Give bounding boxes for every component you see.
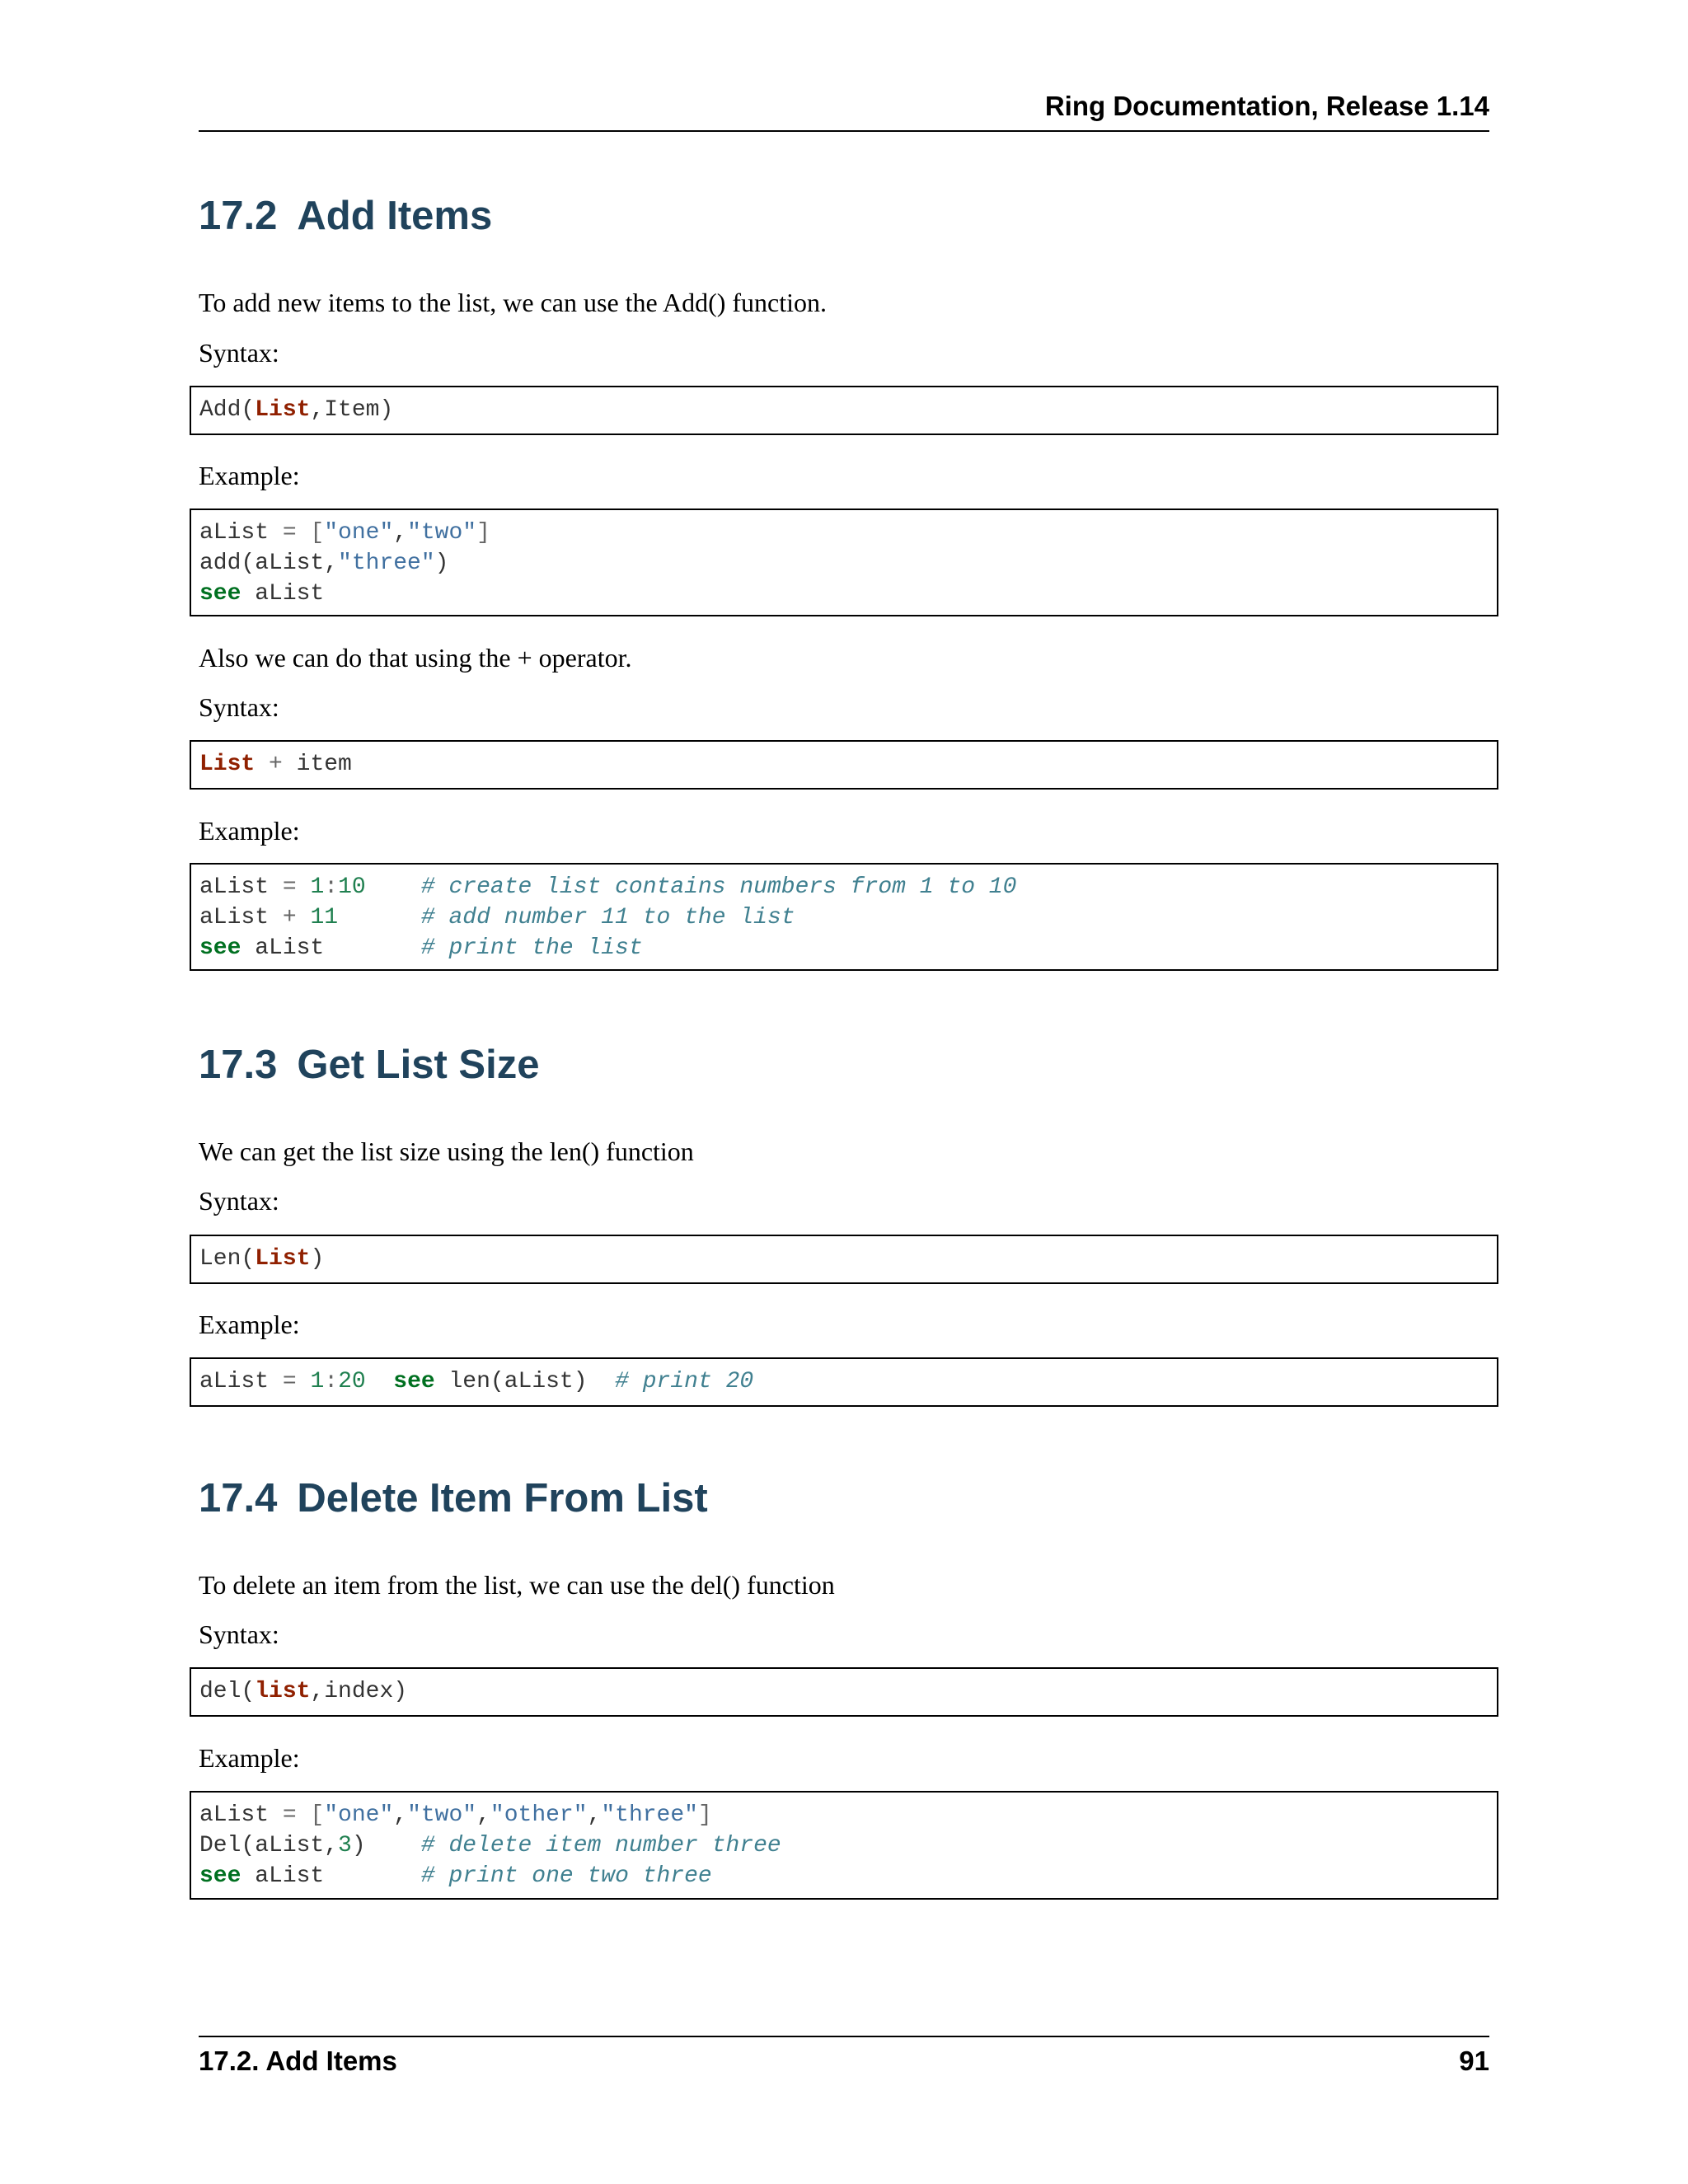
operator-token: ]	[476, 520, 490, 546]
code-line	[199, 1676, 1497, 1707]
comment-token: # create list contains numbers from 1 to 10	[420, 874, 1017, 900]
code-line	[199, 1244, 1497, 1274]
code-line	[199, 548, 1497, 579]
footer-section-label: 17.2. Add Items	[199, 2046, 397, 2076]
document-title: Ring Documentation, Release 1.14	[1044, 91, 1489, 121]
name-token: len(aList)	[434, 1369, 616, 1394]
code-line	[199, 1830, 1497, 1861]
string-token: "three"	[601, 1802, 698, 1828]
operator-token: = [	[282, 520, 325, 546]
name-token	[366, 1369, 394, 1394]
name-token: aList	[199, 874, 283, 900]
intro-paragraph: To delete an item from the list, we can use the del() function	[199, 1570, 835, 1600]
string-token: "three"	[338, 551, 435, 576]
name-token: aList	[199, 905, 283, 930]
builtin-token: List	[199, 752, 256, 777]
number-token: 10	[338, 874, 366, 900]
string-token: "two"	[407, 520, 477, 546]
name-token: )	[310, 1246, 325, 1272]
syntax-code-block	[190, 386, 1498, 435]
example-code-block	[190, 509, 1498, 616]
name-token: ,index)	[310, 1679, 408, 1704]
number-token: 1	[310, 1369, 325, 1394]
comment-token: # print 20	[615, 1369, 754, 1394]
example-code-block	[190, 1791, 1498, 1900]
section-number: 17.3	[199, 1043, 278, 1087]
example-label: Example:	[199, 1743, 300, 1773]
code-line	[199, 902, 1497, 933]
section-heading-add-items	[199, 191, 492, 241]
name-token: item	[296, 752, 352, 777]
name-token: aList	[199, 1802, 283, 1828]
operator-token: =	[282, 1369, 311, 1394]
name-token: ,Item)	[310, 397, 394, 423]
name-token: ,	[393, 520, 408, 546]
example-code-block	[190, 1357, 1498, 1407]
name-token: ,	[587, 1802, 602, 1828]
name-token	[366, 874, 421, 900]
operator-token: +	[255, 752, 297, 777]
code-line	[199, 518, 1497, 548]
operator-token: ]	[697, 1802, 712, 1828]
comment-token: # add number 11 to the list	[420, 905, 795, 930]
intro-paragraph: To add new items to the list, we can use the Add() function.	[199, 288, 828, 317]
page-footer	[199, 2036, 1489, 2080]
section-title-text: Get List Size	[297, 1043, 540, 1087]
name-token: ,	[393, 1802, 408, 1828]
number-token: 11	[310, 905, 339, 930]
syntax-code-block	[190, 1667, 1498, 1717]
section-heading-get-list-size	[199, 1040, 539, 1090]
comment-token: # print the list	[420, 935, 643, 961]
operator-paragraph: Also we can do that using the + operator.	[199, 643, 632, 673]
code-line	[199, 1366, 1497, 1397]
string-token: "other"	[490, 1802, 588, 1828]
comment-token: # delete item number three	[420, 1833, 781, 1858]
name-token: )	[434, 551, 449, 576]
code-line	[199, 1800, 1497, 1830]
syntax-code-block	[190, 1235, 1498, 1284]
name-token: aList	[241, 581, 325, 607]
code-line	[199, 872, 1497, 902]
builtin-token: List	[255, 1246, 311, 1272]
comment-token: # print one two three	[420, 1863, 712, 1889]
example-label: Example:	[199, 461, 300, 490]
operator-token: +	[282, 905, 311, 930]
example-label: Example:	[199, 816, 300, 846]
name-token: ,	[476, 1802, 490, 1828]
name-token: Len(	[199, 1246, 256, 1272]
name-token: aList	[199, 1369, 283, 1394]
syntax-label: Syntax:	[199, 1619, 279, 1649]
section-title-text: Add Items	[297, 194, 493, 238]
syntax-label: Syntax:	[199, 1186, 279, 1216]
section-number: 17.4	[199, 1476, 278, 1521]
name-token: aList	[199, 520, 283, 546]
page-header	[199, 92, 1489, 132]
keyword-token: see	[393, 1369, 435, 1394]
code-line	[199, 579, 1497, 609]
section-title-text: Delete Item From List	[297, 1476, 708, 1521]
syntax-label: Syntax:	[199, 692, 279, 722]
operator-token: = [	[282, 1802, 325, 1828]
builtin-token: list	[255, 1679, 311, 1704]
keyword-token: see	[199, 935, 241, 961]
code-line	[199, 933, 1497, 963]
page-number: 91	[1459, 2046, 1489, 2076]
string-token: "two"	[407, 1802, 477, 1828]
keyword-token: see	[199, 581, 241, 607]
section-number: 17.2	[199, 194, 278, 238]
builtin-token: List	[255, 397, 311, 423]
code-line	[199, 395, 1497, 425]
name-token: )	[351, 1833, 421, 1858]
intro-paragraph: We can get the list size using the len() function	[199, 1137, 694, 1166]
operator-token: :	[324, 1369, 339, 1394]
keyword-token: see	[199, 1863, 241, 1889]
name-token: Del(aList,	[199, 1833, 339, 1858]
code-line	[199, 1861, 1497, 1891]
name-token: aList	[241, 935, 421, 961]
name-token: del(	[199, 1679, 256, 1704]
operator-token: :	[324, 874, 339, 900]
name-token: Add(	[199, 397, 256, 423]
syntax-code-block	[190, 740, 1498, 790]
string-token: "one"	[324, 520, 394, 546]
operator-token: =	[282, 874, 311, 900]
name-token: add(aList,	[199, 551, 339, 576]
number-token: 3	[338, 1833, 352, 1858]
name-token: aList	[241, 1863, 421, 1889]
name-token	[338, 905, 421, 930]
number-token: 1	[310, 874, 325, 900]
section-heading-delete-item	[199, 1474, 708, 1523]
example-label: Example:	[199, 1310, 300, 1339]
syntax-label: Syntax:	[199, 338, 279, 368]
string-token: "one"	[324, 1802, 394, 1828]
example-code-block	[190, 863, 1498, 971]
code-line	[199, 749, 1497, 780]
number-token: 20	[338, 1369, 366, 1394]
